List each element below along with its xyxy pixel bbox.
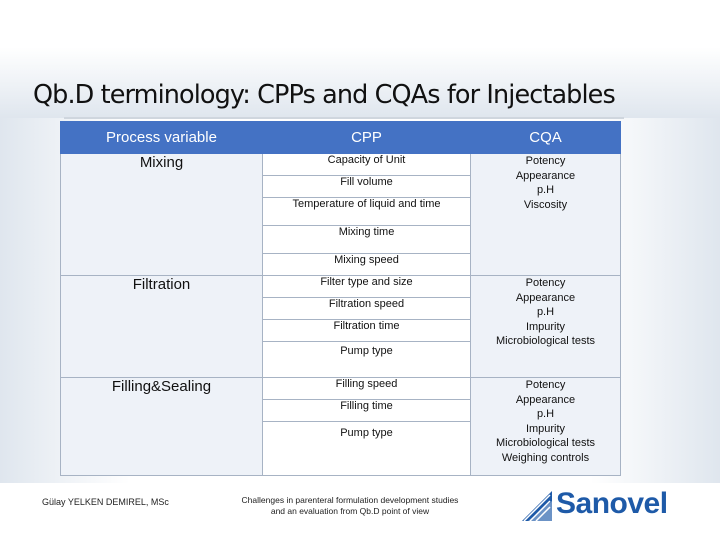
- table-row: [61, 154, 621, 176]
- title-divider: [64, 117, 624, 119]
- cpp-cell: Filtration time: [263, 320, 471, 342]
- table-row: [61, 378, 621, 400]
- cqa-item: p.H: [536, 184, 555, 196]
- process-cell-filtration: Filtration: [61, 276, 263, 378]
- cqa-item: Impurity: [525, 422, 566, 435]
- cqa-cell-mixing: [471, 154, 621, 276]
- sanovel-logo: [520, 487, 670, 525]
- cqa-item: Potency: [525, 277, 566, 289]
- cpp-cell: Filtration speed: [263, 298, 471, 320]
- cqa-item: Viscosity: [523, 198, 568, 211]
- header-process-variable: Process variable: [61, 122, 263, 154]
- header-cqa: CQA: [471, 122, 621, 154]
- table-row: [61, 276, 621, 298]
- cpp-cell: Fill volume: [263, 176, 471, 198]
- cpp-cell: Temperature of liquid and time: [263, 198, 471, 226]
- cqa-cell-filling-sealing: [471, 378, 621, 476]
- cqa-item: Appearance: [515, 169, 576, 182]
- cpp-cell: Capacity of Unit: [263, 154, 471, 176]
- sanovel-logo-text: Sanovel: [556, 487, 668, 520]
- footer-description: Challenges in parenteral formulation development studies and an evaluation from Qb.D point of view: [241, 495, 459, 516]
- cpp-cell: Filling time: [263, 400, 471, 422]
- cqa-item: Appearance: [515, 393, 576, 406]
- cpp-cell: Pump type: [263, 422, 471, 476]
- cqa-item: Microbiological tests: [495, 335, 596, 347]
- table-header-row: [61, 122, 621, 154]
- cqa-item: Appearance: [515, 291, 576, 304]
- cpp-cell: Filling speed: [263, 378, 471, 400]
- cqa-item: Impurity: [525, 320, 566, 333]
- terminology-table: [60, 121, 621, 476]
- cqa-item: p.H: [536, 408, 555, 420]
- sanovel-logo-icon: [520, 487, 554, 523]
- cqa-item: p.H: [536, 306, 555, 318]
- cqa-item: Potency: [525, 155, 566, 167]
- process-cell-mixing: Mixing: [61, 154, 263, 276]
- cqa-cell-filtration: [471, 276, 621, 378]
- header-cpp: CPP: [263, 122, 471, 154]
- process-cell-filling-sealing: Filling&Sealing: [61, 378, 263, 476]
- cpp-cell: Pump type: [263, 342, 471, 378]
- cpp-cell: Mixing speed: [263, 254, 471, 276]
- cqa-item: Microbiological tests: [495, 437, 596, 449]
- slide-title: Qb.D terminology: CPPs and CQAs for Injectables: [33, 80, 615, 110]
- cpp-cell: Filter type and size: [263, 276, 471, 298]
- cpp-cell: Mixing time: [263, 226, 471, 254]
- cqa-item: Weighing controls: [501, 451, 590, 464]
- footer-author: Gülay YELKEN DEMIREL, MSc: [42, 497, 169, 507]
- cqa-item: Potency: [525, 379, 566, 391]
